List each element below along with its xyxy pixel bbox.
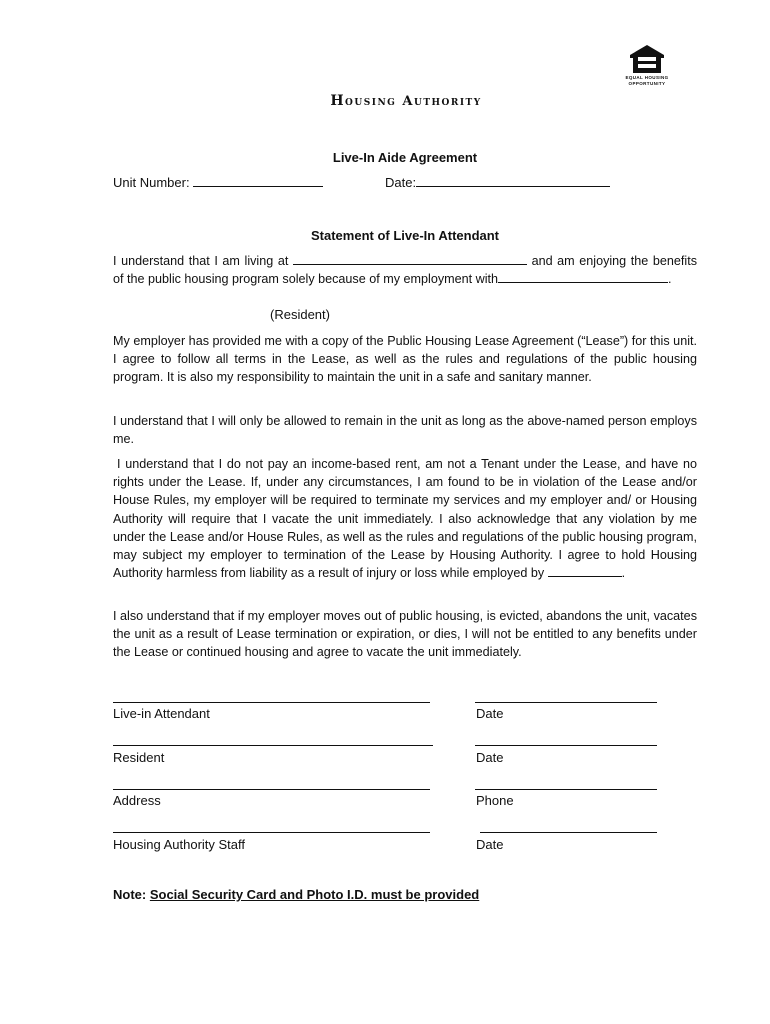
logo-line-1: EQUAL HOUSING	[625, 75, 669, 80]
live-in-attendant-signature-line[interactable]	[113, 702, 430, 703]
date-signature-line[interactable]	[475, 702, 657, 703]
unit-number-label: Unit Number:	[113, 175, 190, 190]
statement-heading: Statement of Live-In Attendant	[310, 228, 500, 243]
staff-signature-line[interactable]	[113, 832, 430, 833]
resident-label: Resident	[113, 750, 165, 765]
note-label: Note	[113, 887, 142, 902]
intro-text-2: and am enjoying the benefits of the public housing program solely because of my employment with	[113, 254, 698, 287]
paragraph-employer-moves	[113, 607, 697, 662]
logo-line-2: OPPORTUNITY	[628, 81, 666, 86]
paragraph-text: I also understand that if my employer moves out of public housing, is evicted, abandons the unit, vacates the unit as a result of Lease termination or expiration, or dies, I will not be entitled to any benefits under the Lease or continued housing and agree to vacate the unit immediately.	[113, 609, 697, 660]
date-label: Date:	[385, 175, 417, 190]
address-blank[interactable]	[293, 253, 527, 265]
date-signature-line[interactable]	[475, 745, 657, 746]
employed-by-blank[interactable]	[548, 565, 622, 577]
paragraph-rights: I understand that I do not pay an income-based rent, am not a Tenant under the Lease, and have no rights under the Lease. If, under any circumstances, I am found to be in violation of the Lease and/or House Rules, my employer will be required to terminate my services and my employer and/ or Housing Authority will require that I vacate the unit immediately. I also acknowledge that any violation by me under the Lease and/or House Rules, as well as the rules and regulations of the public housing program, may subject my employer to termination of the Lease by Housing Authority. I agree to hold Housing Authority harmless from liability as a result of injury or loss while employed by .	[113, 457, 697, 581]
document-title: Live-In Aide Agreement	[332, 150, 478, 165]
unit-number-blank[interactable]	[193, 175, 323, 187]
paragraph-lease-copy	[113, 332, 697, 387]
date-signature-line[interactable]	[480, 832, 657, 833]
staff-label: Housing Authority Staff	[113, 837, 246, 852]
intro-end: .	[668, 272, 672, 287]
paragraph-remain	[113, 412, 697, 448]
intro-text-1: I understand that I am living at	[113, 254, 289, 268]
date-field[interactable]	[385, 175, 610, 190]
live-in-attendant-label: Live-in Attendant	[113, 706, 210, 721]
paragraph-text: I understand that I do not pay an income-based rent, am not a Tenant under the Lease, and have no rights under the Lease. If, under any circumstances, I am found to be in violation of the Lease and/or House Rules, my employer will be required to terminate my services and my employer and/ or Housing Authority will require that I vacate the unit immediately. I also acknowledge that any violation by me under the Lease and/or House Rules, as well as the rules and regulations of the public housing program, may subject my employer to termination of the Lease by Housing Authority. I agree to hold Housing Authority harmless from liability as a result of injury or loss while employed by	[113, 457, 697, 581]
phone-label: Phone	[476, 793, 514, 808]
date-label: Date	[476, 750, 504, 765]
equal-housing-house-icon	[629, 44, 665, 74]
address-signature-line[interactable]	[113, 789, 430, 790]
unit-number-field[interactable]	[113, 175, 323, 190]
agency-name: Housing Authority	[330, 93, 482, 109]
note: Note: Social Security Card and Photo I.D. must be provided	[113, 887, 480, 902]
date-blank[interactable]	[416, 175, 610, 187]
address-label: Address	[113, 793, 161, 808]
resident-signature-line[interactable]	[113, 745, 433, 746]
paragraph-text: I understand that I will only be allowed to remain in the unit as long as the above-named person employs me.	[113, 414, 697, 447]
date-label: Date	[476, 837, 504, 852]
equal-housing-logo	[624, 44, 670, 86]
paragraph-text: My employer has provided me with a copy of the Public Housing Lease Agreement (“Lease”) for this unit. I agree to follow all terms in the Lease, as well as the rules and regulations of the public housing program. It is also my responsibility to maintain the unit in a safe and sanitary manner.	[113, 334, 697, 385]
date-label: Date	[476, 706, 504, 721]
employer-blank[interactable]	[498, 271, 668, 283]
statement-intro	[113, 252, 697, 288]
note-text: Social Security Card and Photo I.D. must be provided	[149, 887, 480, 902]
phone-signature-line[interactable]	[475, 789, 657, 790]
resident-caption: (Resident)	[270, 307, 330, 322]
